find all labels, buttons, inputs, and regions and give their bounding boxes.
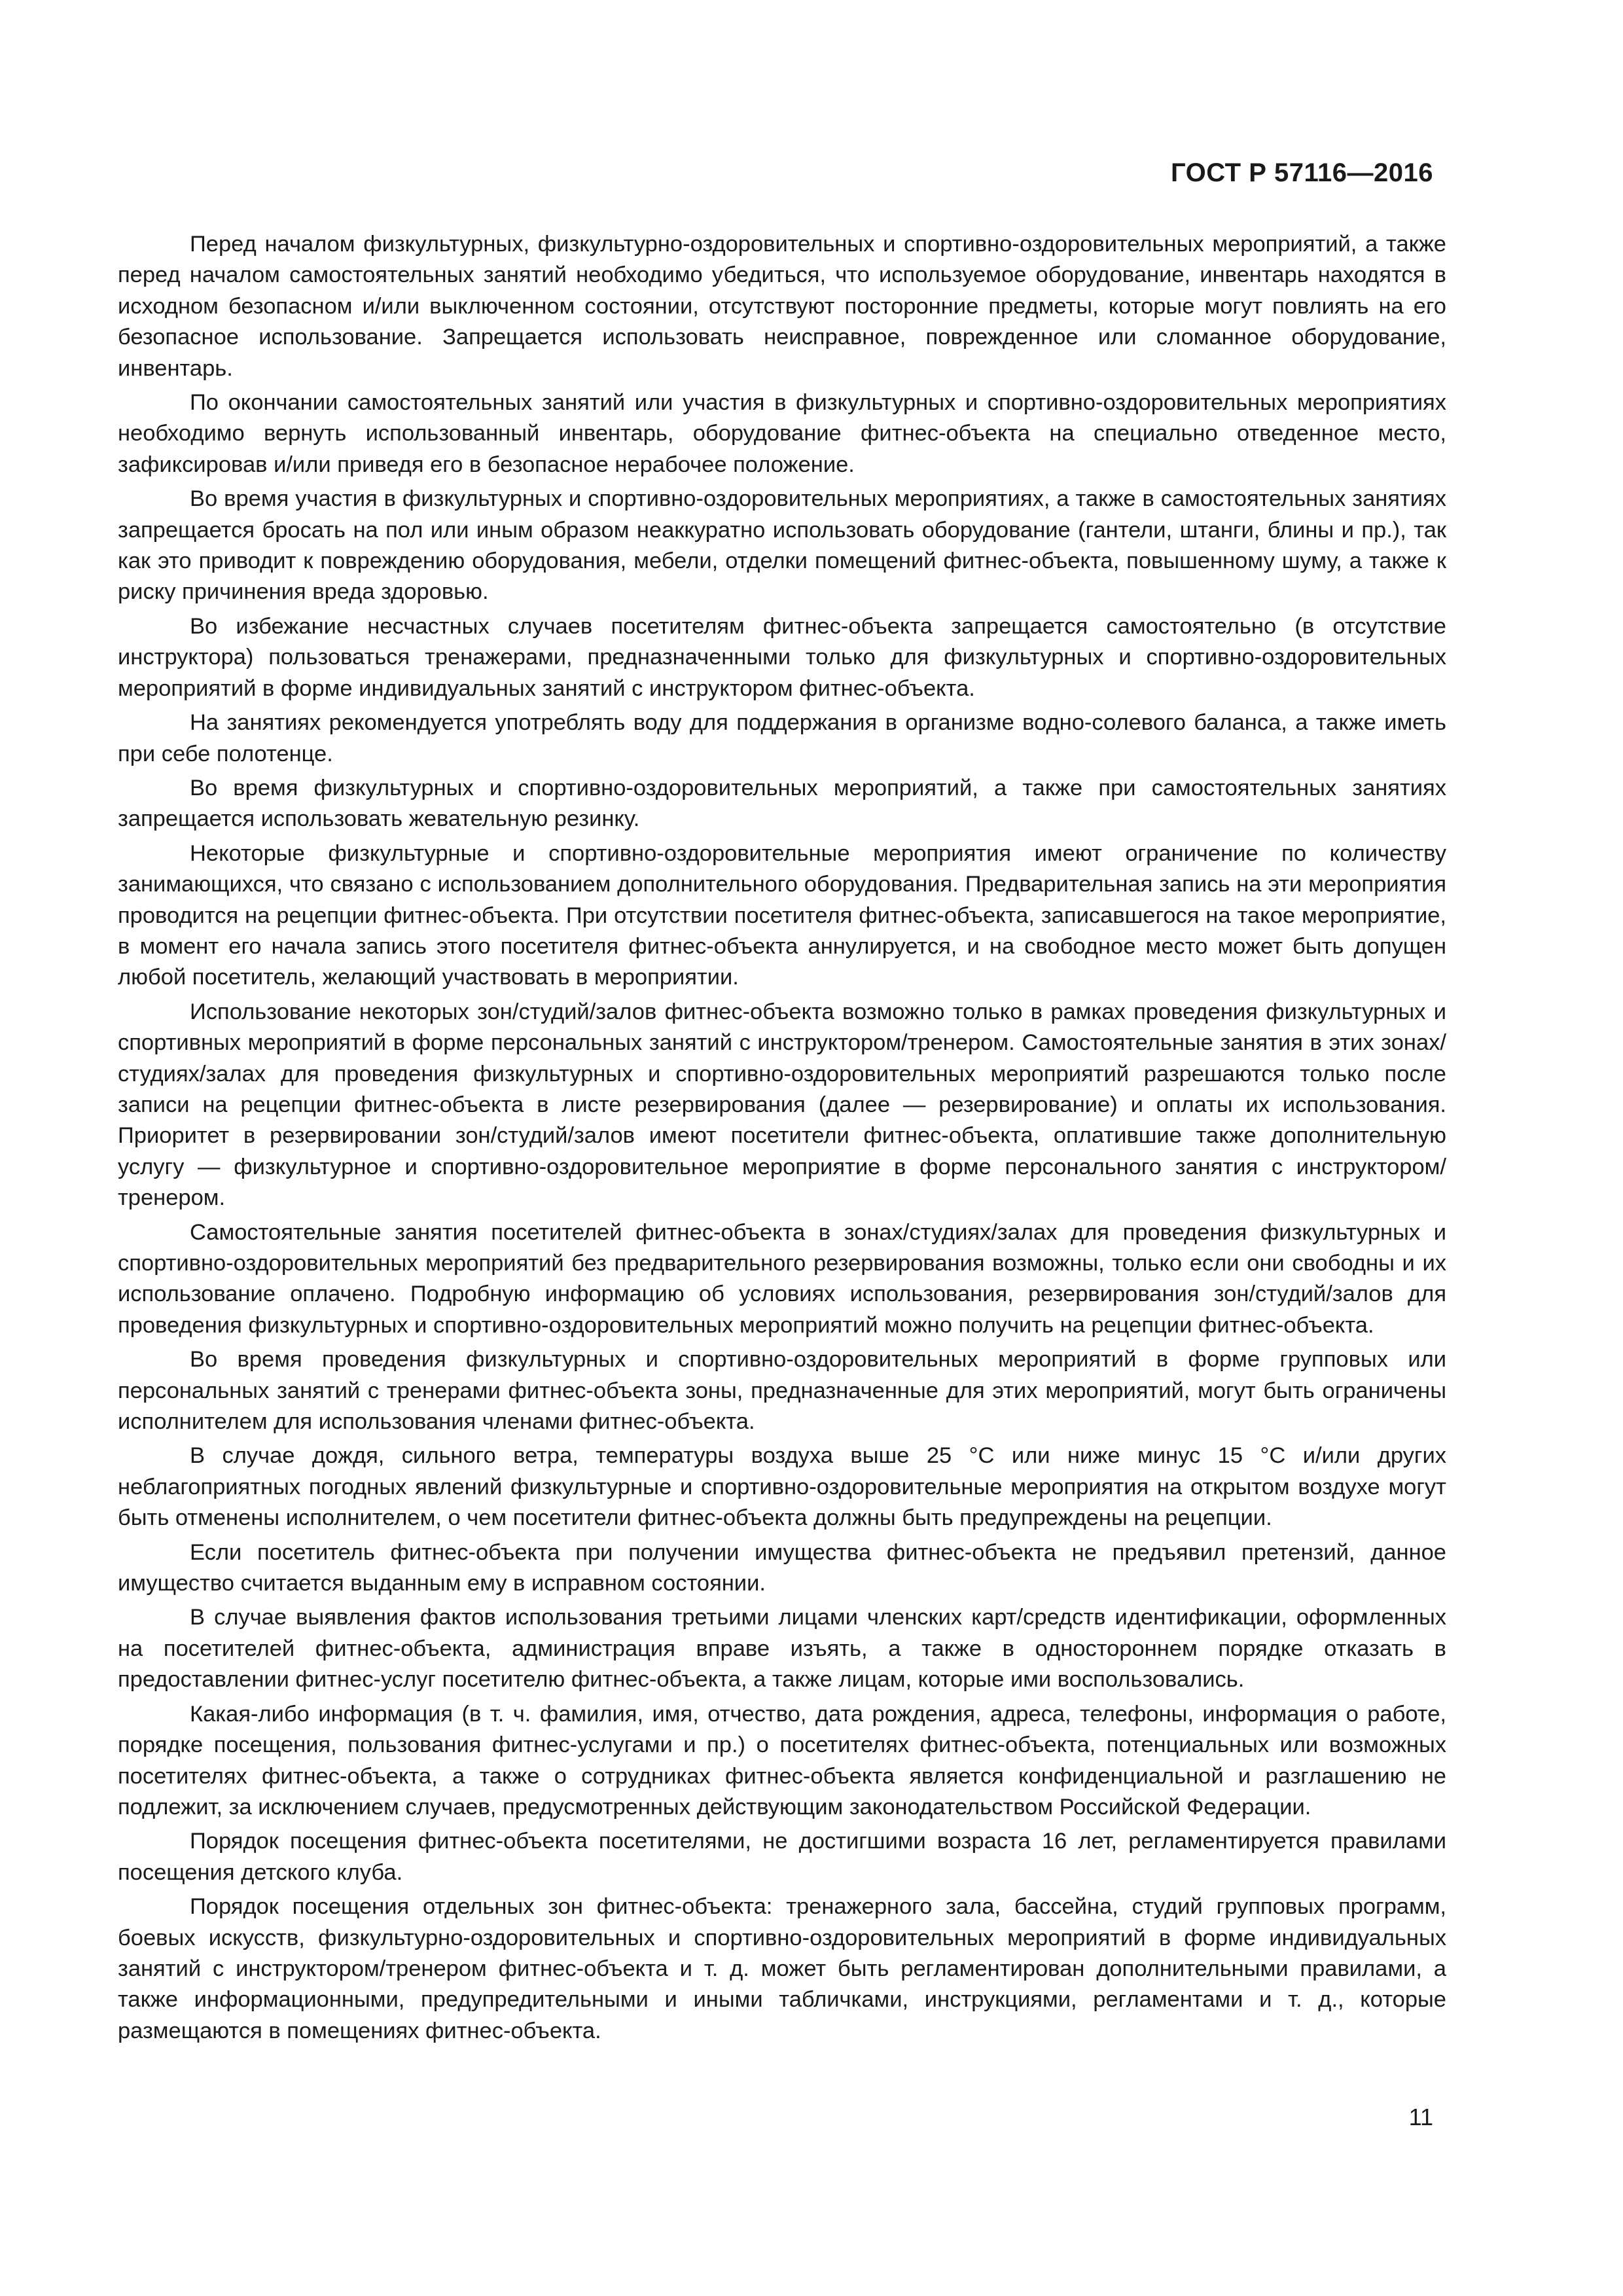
page-number: 11: [1408, 2104, 1433, 2130]
document-body: [118, 229, 1446, 2050]
paragraph: Во время участия в физкультурных и спортивно-оздоровительных мероприятиях, а также в самостоятельных занятиях запрещается бросать на пол или иным образом неаккуратно использовать оборудование (гантели, штанги, блины и пр.), так как это приводит к повреждению оборудования, мебели, отделки помещений фитнес-объекта, повышенному шуму, а также к риску причинения вреда здоровью.: [118, 486, 1446, 605]
standard-designation: ГОСТ Р 57116—2016: [1171, 158, 1433, 187]
paragraph: В случае выявления фактов использования третьими лицами членских карт/средств идентификации, оформленных на посетителей фитнес-объекта, администрация вправе изъять, а также в одностороннем порядке отказать в предоставлении фитнес-услуг посетителю фитнес-объекта, а также лицам, которые ими воспользовались.: [118, 1605, 1446, 1693]
paragraph: Перед началом физкультурных, физкультурно-оздоровительных и спортивно-оздоровительных мероприятий, а также перед началом самостоятельных занятий необходимо убедиться, что используемое оборудование, инвентарь находятся в исходном безопасном и/или выключенном состоянии, отсутствуют посторонние предметы, которые могут повлиять на его безопасное использование. Запрещается использовать неисправное, поврежденное или сломанное оборудование, инвентарь.: [118, 232, 1446, 381]
paragraph: Во избежание несчастных случаев посетителям фитнес-объекта запрещается самостоятельно (в отсутствие инструктора) пользоваться тренажерами, предназначенными только для физкультурных и спортивно-оздоровительных мероприятий в форме индивидуальных занятий с инструктором фитнес-объекта.: [118, 613, 1446, 701]
paragraph: На занятиях рекомендуется употреблять воду для поддержания в организме водно-солевого баланса, а также иметь при себе полотенце.: [118, 710, 1446, 766]
paragraph: По окончании самостоятельных занятий или участия в физкультурных и спортивно-оздоровительных мероприятиях необходимо вернуть использованный инвентарь, оборудование фитнес-объекта на специально отведенное место, зафиксировав и/или приведя его в безопасное нерабочее положение.: [118, 390, 1446, 477]
paragraph: В случае дождя, сильного ветра, температуры воздуха выше 25 °С или ниже минус 15 °С и/или других неблагоприятных погодных явлений физкультурные и спортивно-оздоровительные мероприятия на открытом воздухе могут быть отменены исполнителем, о чем посетители фитнес-объекта должны быть предупреждены на рецепции.: [118, 1443, 1446, 1531]
paragraph: Некоторые физкультурные и спортивно-оздоровительные мероприятия имеют ограничение по количеству занимающихся, что связано с использованием дополнительного оборудования. Предварительная запись на эти мероприятия проводится на рецепции фитнес-объекта. При отсутствии посетителя фитнес-объекта, записавшегося на такое мероприятие, в момент его начала запись этого посетителя фитнес-объекта аннулируется, и на свободное место может быть допущен любой посетитель, желающий участвовать в мероприятии.: [118, 840, 1446, 990]
paragraph: Если посетитель фитнес-объекта при получении имущества фитнес-объекта не предъявил претензий, данное имущество считается выданным ему в исправном состоянии.: [118, 1539, 1446, 1596]
paragraph: Порядок посещения отдельных зон фитнес-объекта: тренажерного зала, бассейна, студий групповых программ, боевых искусств, физкультурно-оздоровительных и спортивно-оздоровительных мероприятий в форме индивидуальных занятий с инструктором/тренером фитнес-объекта и т. д. может быть регламентирован дополнительными правилами, а также информационными, предупредительными и иными табличками, инструкциями, регламентами и т. д., которые размещаются в помещениях фитнес-объекта.: [118, 1894, 1446, 2043]
paragraph: Использование некоторых зон/студий/залов фитнес-объекта возможно только в рамках проведения физкультурных и спортивных мероприятий в форме персональных занятий с инструктором/тренером. Самостоятельные занятия в этих зонах/студиях/залах для проведения физкультурных и спортивно-оздоровительных мероприятий разрешаются только после записи на рецепции фитнес-объекта в листе резервирования (далее — резервирование) и оплаты их использования. Приоритет в резервировании зон/студий/залов имеют посетители фитнес-объекта, оплатившие также дополнительную услугу — физкультурное и спортивно-оздоровительное мероприятие в форме персонального занятия с инструктором/тренером.: [118, 999, 1446, 1211]
paragraph: Во время физкультурных и спортивно-оздоровительных мероприятий, а также при самостоятельных занятиях запрещается использовать жевательную резинку.: [118, 775, 1446, 832]
paragraph: Во время проведения физкультурных и спортивно-оздоровительных мероприятий в форме групповых или персональных занятий с тренерами фитнес-объекта зоны, предназначенные для этих мероприятий, могут быть ограничены исполнителем для использования членами фитнес-объекта.: [118, 1347, 1446, 1435]
paragraph: Порядок посещения фитнес-объекта посетителями, не достигшими возраста 16 лет, регламентируется правилами посещения детского клуба.: [118, 1829, 1446, 1885]
paragraph: Какая-либо информация (в т. ч. фамилия, имя, отчество, дата рождения, адреса, телефоны, информация о работе, порядке посещения, пользования фитнес-услугами и пр.) о посетителях фитнес-объекта, потенциальных или возможных посетителях фитнес-объекта, а также о сотрудниках фитнес-объекта является конфиденциальной и разглашению не подлежит, за исключением случаев, предусмотренных действующим законодательством Российской Федерации.: [118, 1701, 1446, 1820]
paragraph: Самостоятельные занятия посетителей фитнес-объекта в зонах/студиях/залах для проведения физкультурных и спортивно-оздоровительных мероприятий без предварительного резервирования возможны, только если они свободны и их использование оплачено. Подробную информацию об условиях использования, резервирования зон/студий/залов для проведения физкультурных и спортивно-оздоровительных мероприятий можно получить на рецепции фитнес-объекта.: [118, 1219, 1446, 1338]
